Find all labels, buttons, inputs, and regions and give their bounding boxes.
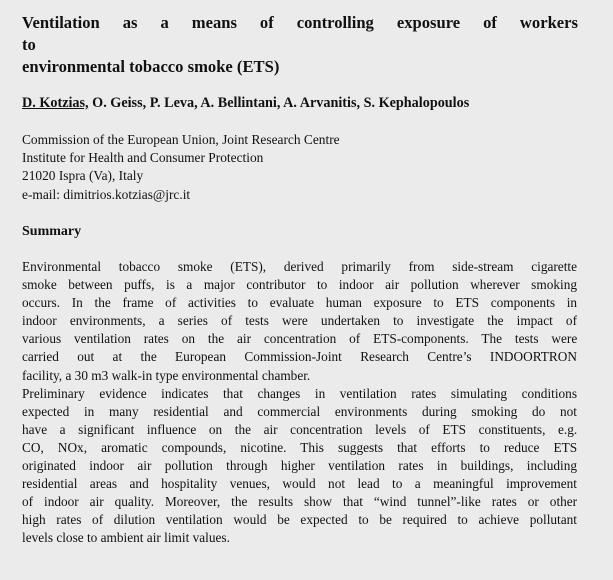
summary-line: of indoor air quality. Moreover, the results show that “wind tunnel”-like rates or other bbox=[22, 494, 578, 510]
summary-line: carried out at the European Commission-Joint Research Centre’s INDOORTRON bbox=[22, 349, 577, 365]
affiliation-line: Commission of the European Union, Joint Research Centre bbox=[22, 132, 340, 147]
author-list bbox=[22, 94, 469, 112]
summary-line: residential areas and hospitality venues, would not lead to a meaningful improvement bbox=[22, 476, 577, 492]
email-line: e-mail: dimitrios.kotzias@jrc.it bbox=[22, 186, 191, 202]
affiliation-block bbox=[22, 131, 340, 204]
co-authors: O. Geiss, P. Leva, A. Bellintani, A. Arvanitis, S. Kephalopoulos bbox=[88, 95, 470, 111]
affiliation-line: 21020 Ispra (Va), Italy bbox=[22, 168, 144, 184]
affiliation-line: Institute for Health and Consumer Protection bbox=[22, 150, 264, 166]
summary-line: expected in many residential and commercial environments during smoking do not bbox=[22, 403, 577, 419]
summary-line: Preliminary evidence indicates that changes in ventilation rates simulating conditions bbox=[22, 385, 577, 401]
summary-line: have a significant influence on the air concentration levels of ETS constituents, e.g. bbox=[22, 421, 578, 437]
lead-author: D. Kotzias, bbox=[22, 95, 89, 111]
summary-line: Environmental tobacco smoke (ETS), derived primarily from side-stream cigarette bbox=[22, 259, 577, 274]
summary-line: occurs. In the frame of activities to evaluate human exposure to ETS components in bbox=[22, 295, 578, 311]
summary-line: indoor environments, a series of tests were undertaken to investigate the impact of bbox=[22, 313, 577, 329]
title-line-2: environmental tobacco smoke (ETS) bbox=[22, 57, 280, 76]
summary-line: various ventilation rates on the air concentration of ETS-components. The tests were bbox=[22, 331, 578, 347]
summary-heading: Summary bbox=[22, 224, 82, 239]
summary-line: CO, NOx, aromatic compounds, nicotine. This suggests that efforts to reduce ETS bbox=[22, 439, 578, 455]
title-line-1: Ventilation as a means of controlling exposure of workers to bbox=[22, 13, 578, 54]
summary-line: facility, a 30 m3 walk-in type environmental chamber. bbox=[22, 367, 311, 383]
summary-line: smoke between puffs, is a major contributor to indoor air pollution wherever smoking bbox=[22, 277, 577, 293]
summary-line: high rates of dilution ventilation would be expected to be required to achieve pollutant bbox=[22, 512, 577, 528]
summary-line: originated indoor air pollution through higher ventilation rates in buildings, including bbox=[22, 458, 577, 474]
summary-line: levels close to ambient air limit values. bbox=[22, 530, 230, 546]
paper-title bbox=[22, 12, 578, 78]
summary-body bbox=[22, 258, 577, 548]
